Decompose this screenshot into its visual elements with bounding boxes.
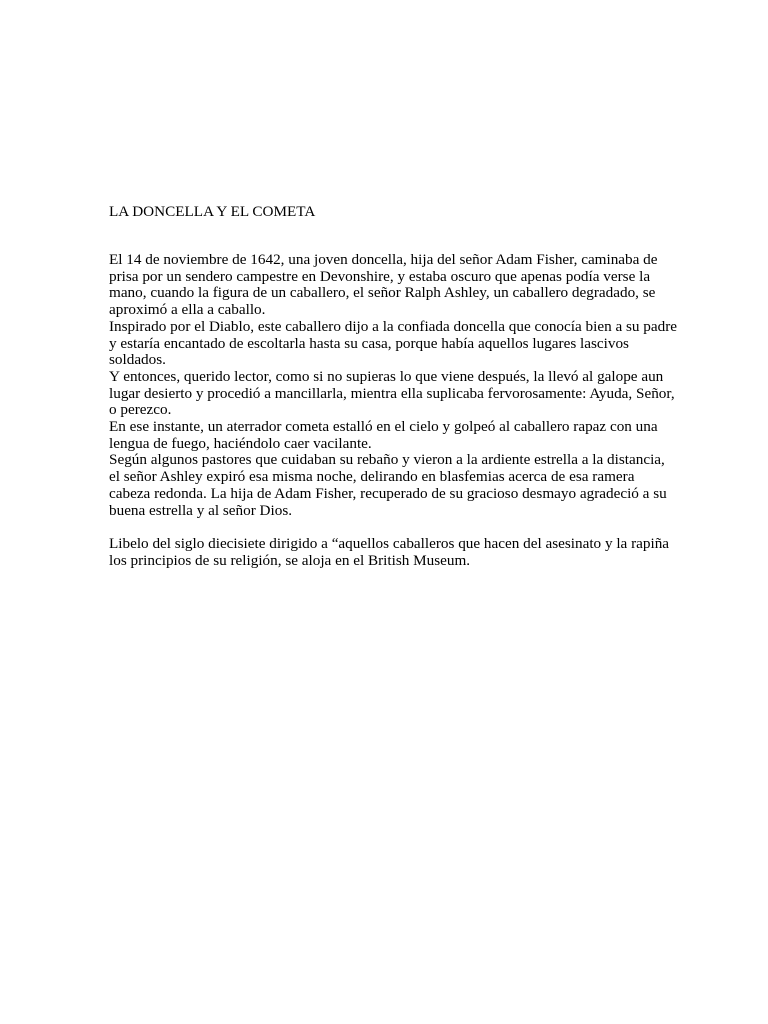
paragraph-spacer <box>109 519 679 536</box>
paragraph-3: Y entonces, querido lector, como si no supieras lo que viene después, la llevó al galope aun lugar desierto y procedió a mancillarla, mientra ella suplicaba fervorosamente: Ayuda, Señor, o perezco. <box>109 367 675 419</box>
paragraph-2: Inspirado por el Diablo, este caballero dijo a la confiada doncella que conocía bien a su padre y estaría encantado de escoltarla hasta su casa, porque había aquellos lugares lascivos soldados. <box>109 317 678 369</box>
title-spacer <box>109 222 679 252</box>
paragraph-1: El 14 de noviembre de 1642, una joven doncella, hija del señor Adam Fisher, caminaba de prisa por un sendero campestre en Devonshire, y estaba oscuro que apenas podía verse la mano, cuando la figura de un caballero, el señor Ralph Ashley, un caballero degradado, se aproximó a ella a caballo. <box>109 251 658 319</box>
paragraph-5: Según algunos pastores que cuidaban su rebaño y vieron a la ardiente estrella a la distancia, el señor Ashley expiró esa misma noche, delirando en blasfemias acerca de esa ramera cabeza redonda. La hija de Adam Fisher, recuperado de su gracioso desmayo agradeció a su buena estrella y al señor Dios. <box>109 451 667 519</box>
paragraph-4: En ese instante, un aterrador cometa estalló en el cielo y golpeó al caballero rapaz con una lengua de fuego, haciéndolo caer vacilante. <box>109 418 658 452</box>
document-body <box>109 202 679 569</box>
document-title: LA DONCELLA Y EL COMETA <box>109 203 316 220</box>
closing-paragraph: Libelo del siglo diecisiete dirigido a “aquellos caballeros que hacen del asesinato y la rapiña los principios de su religión, se aloja en el British Museum. <box>109 534 670 569</box>
